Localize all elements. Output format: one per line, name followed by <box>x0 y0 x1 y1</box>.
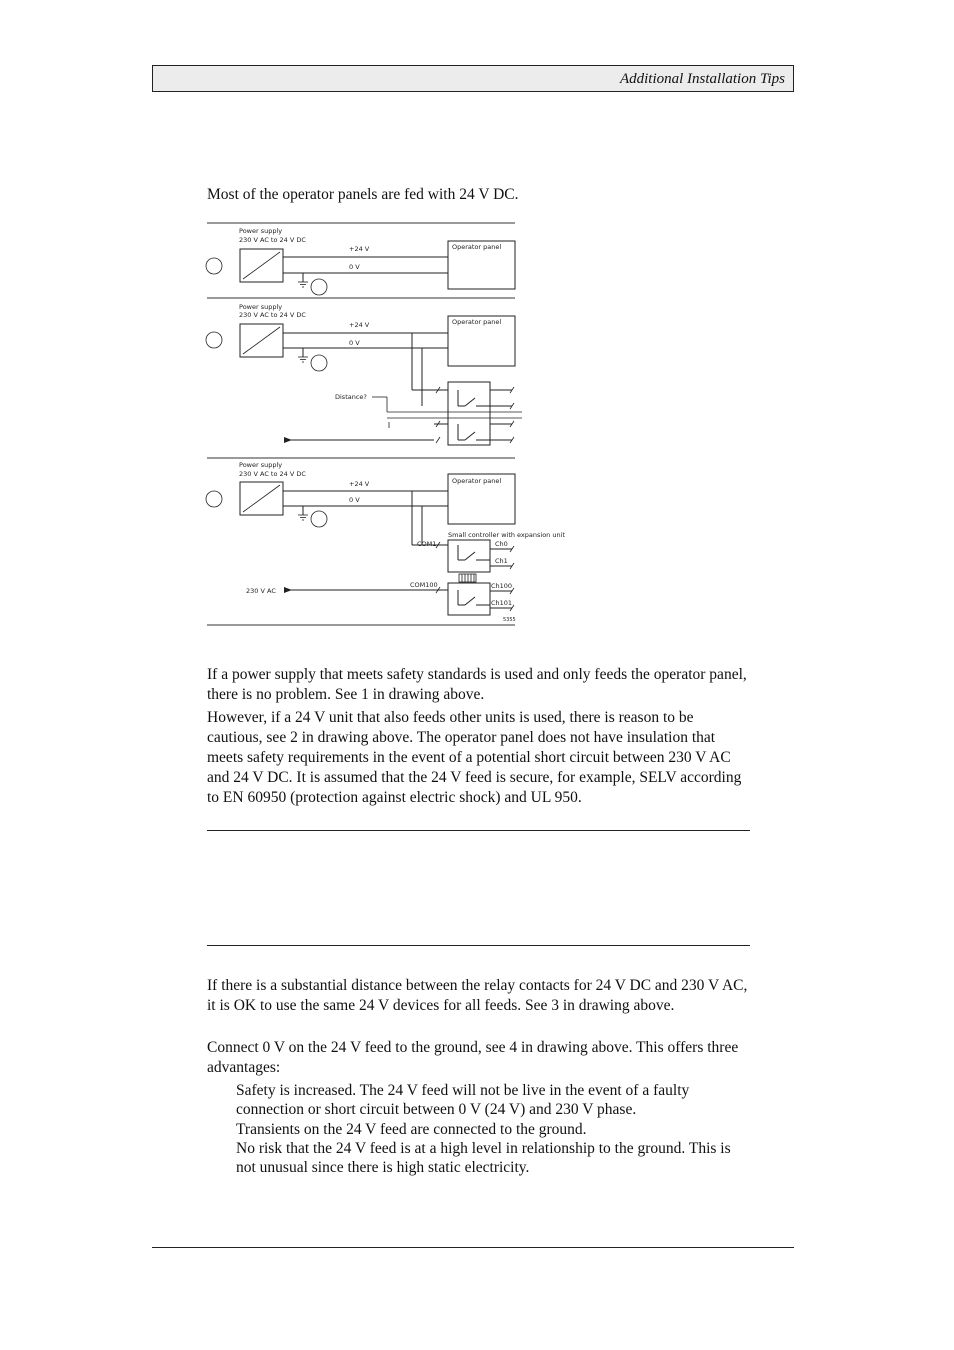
com100-label: COM100 <box>410 581 438 589</box>
expansion-box <box>448 583 490 615</box>
ps-label-2: 230 V AC to 24 V DC <box>239 470 306 478</box>
page-header <box>152 65 794 92</box>
plus-24v-label: +24 V <box>349 321 370 329</box>
header-title: Additional Installation Tips <box>619 71 785 87</box>
arrow-icon <box>284 587 292 593</box>
plus-24v-label: +24 V <box>349 480 370 488</box>
ps-label-1: Power supply <box>239 227 283 235</box>
diagram-section-1 <box>206 227 515 295</box>
paragraph-4: Connect 0 V on the 24 V feed to the ground, see 4 in drawing above. This offers three advantages: <box>207 1039 739 1076</box>
paragraph-3: If there is a substantial distance between the relay contacts for 24 V DC and 230 V AC, it is OK to use the same 24 V devices for all feeds. See 3 in drawing above. <box>207 977 748 1014</box>
zero-v-label: 0 V <box>349 263 360 271</box>
ps-label-2: 230 V AC to 24 V DC <box>239 236 306 244</box>
advantage-item: Safety is increased. The 24 V feed will not be live in the event of a faulty connection or short circuit between 0 V (24 V) and 230 V phase. <box>236 1082 690 1118</box>
operator-panel-label: Operator panel <box>452 477 502 485</box>
diagram-section-3 <box>206 461 565 623</box>
zero-v-label: 0 V <box>349 496 360 504</box>
advantage-item: No risk that the 24 V feed is at a high level in relationship to the ground. This is not unusual since there is high static electricity. <box>236 1140 731 1176</box>
paragraph-1: If a power supply that meets safety standards is used and only feeds the operator panel, there is no problem. See 1 in drawing above. <box>207 666 747 703</box>
section-2-marker <box>206 332 222 348</box>
controller-label: Small controller with expansion unit <box>448 531 565 539</box>
relay-block <box>448 382 490 445</box>
ch1-label: Ch1 <box>495 557 508 565</box>
section-3-marker <box>206 491 222 507</box>
figure-number: 5355 <box>503 617 516 623</box>
wiring-diagram <box>200 216 580 632</box>
ac-label: 230 V AC <box>246 587 276 595</box>
zero-v-label: 0 V <box>349 339 360 347</box>
com1-label: COM1 <box>417 540 437 548</box>
operator-panel-label: Operator panel <box>452 318 502 326</box>
plus-24v-label: +24 V <box>349 245 370 253</box>
note-rule-bottom <box>207 945 750 946</box>
advantage-item: Transients on the 24 V feed are connected to the ground. <box>236 1121 587 1138</box>
ch0-label: Ch0 <box>495 540 508 548</box>
section-1-marker <box>206 258 222 274</box>
footer-rule <box>152 1247 794 1248</box>
ground-marker <box>311 279 327 295</box>
ps-label-2: 230 V AC to 24 V DC <box>239 311 306 319</box>
controller-box <box>448 540 490 572</box>
ch100-label: Ch100 <box>491 582 513 590</box>
ps-label-1: Power supply <box>239 303 283 311</box>
diagram-section-2 <box>206 303 522 445</box>
expansion-connector <box>459 574 476 582</box>
intro-text: Most of the operator panels are fed with 24 V DC. <box>207 186 519 203</box>
ground-marker <box>311 355 327 371</box>
operator-panel-label: Operator panel <box>452 243 502 251</box>
ground-marker <box>311 511 327 527</box>
ps-label-1: Power supply <box>239 461 283 469</box>
distance-label: Distance? <box>335 393 367 401</box>
note-rule-top <box>207 830 750 831</box>
arrow-icon <box>284 437 292 443</box>
paragraph-2: However, if a 24 V unit that also feeds other units is used, there is reason to be cautious, see 2 in drawing above. The operator panel does not have insulation that meets safety requirements in the event of a potential short circuit between 230 V AC and 24 V DC. It is assumed that the 24 V feed is secure, for example, SELV according to EN 60950 (protection against electric shock) and UL 950. <box>207 709 742 806</box>
ch101-label: Ch101 <box>491 599 513 607</box>
